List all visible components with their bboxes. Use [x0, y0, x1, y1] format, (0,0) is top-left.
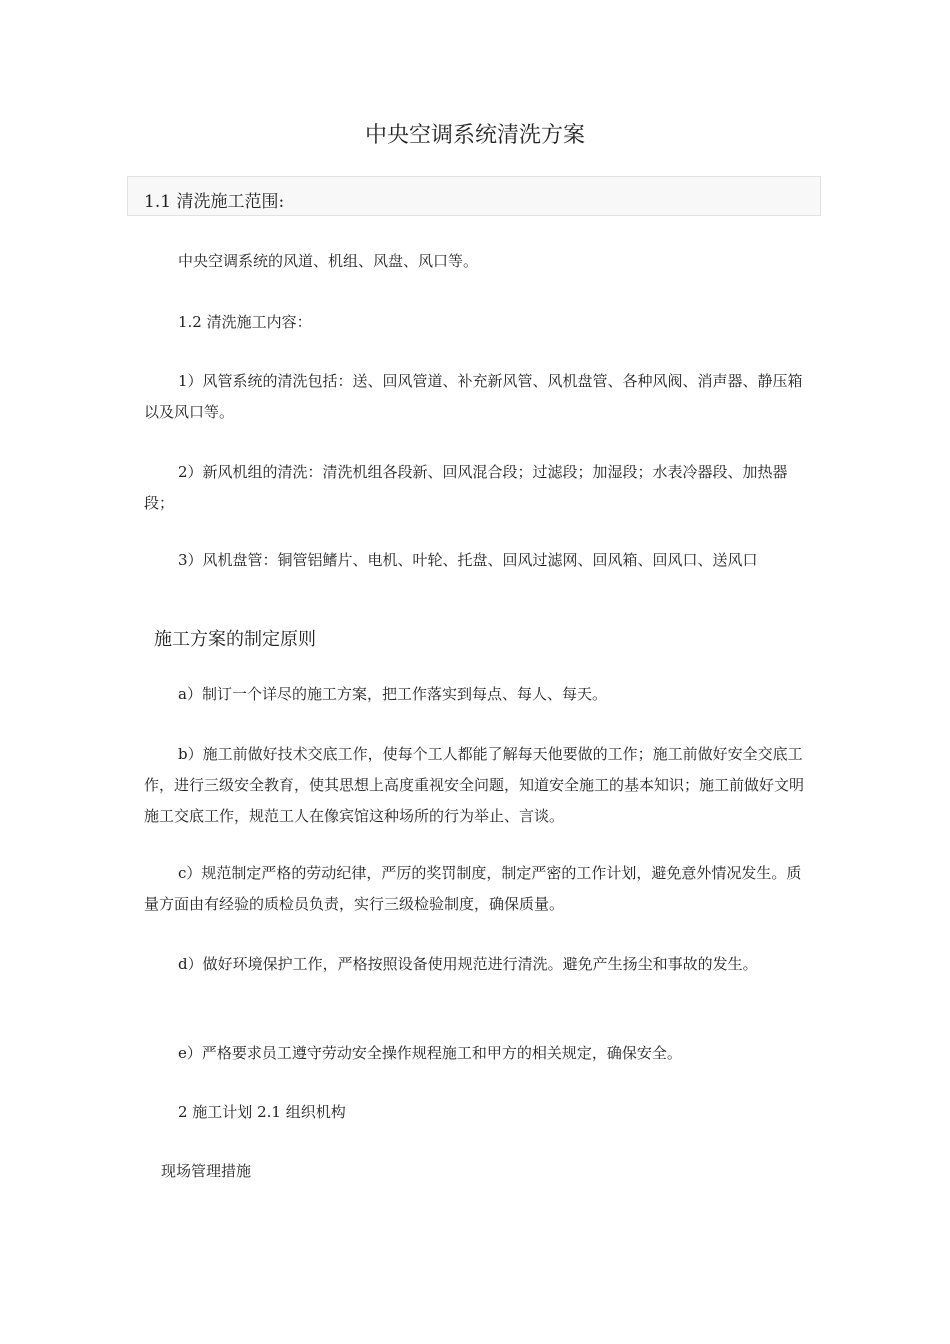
document-title: 中央空调系统清洗方案 [364, 123, 585, 148]
content-item-2: 2）新风机组的清洗：清洗机组各段新、回风混合段；过滤段；加湿段；水表冷器段、加热器段； [144, 463, 788, 512]
scope-paragraph: 中央空调系统的风道、机组、风盘、风口等。 [178, 252, 479, 270]
principle-e: e）严格要求员工遵守劳动安全操作规程施工和甲方的相关规定，确保安全。 [178, 1044, 682, 1062]
site-management-heading: 现场管理措施 [161, 1162, 252, 1180]
section-header-label: 1.1 清洗施工范围: [144, 192, 285, 212]
content-item-1: 1）风管系统的清洗包括：送、回风管道、补充新风管、风机盘管、各种风阀、消声器、静压箱以及风口等。 [144, 372, 803, 421]
section-header-1-1 [127, 176, 821, 216]
content-item-3: 3）风机盘管：铜管铝鳍片、电机、叶轮、托盘、回风过滤网、回风箱、回风口、送风口 [178, 551, 758, 569]
plan-heading: 2 施工计划 2.1 组织机构 [178, 1103, 346, 1121]
principle-b: b）施工前做好技术交底工作，使每个工人都能了解每天他要做的工作；施工前做好安全交底工作，进行三级安全教育，使其思想上高度重视安全问题，知道安全施工的基本知识；施工前做好文明施工交底工作，规范工人在像宾馆这种场所的行为举止、言谈。 [144, 745, 805, 825]
principles-heading: 施工方案的制定原则 [154, 629, 316, 650]
principle-d: d）做好环境保护工作，严格按照设备使用规范进行清洗。避免产生扬尘和事故的发生。 [178, 955, 758, 973]
principle-a: a）制订一个详尽的施工方案，把工作落实到每点、每人、每天。 [178, 685, 607, 703]
section-1-2-heading: 1.2 清洗施工内容： [178, 313, 312, 331]
principle-c: c）规范制定严格的劳动纪律，严厉的奖罚制度，制定严密的工作计划，避免意外情况发生。质量方面由有经验的质检员负责，实行三级检验制度，确保质量。 [144, 864, 802, 913]
